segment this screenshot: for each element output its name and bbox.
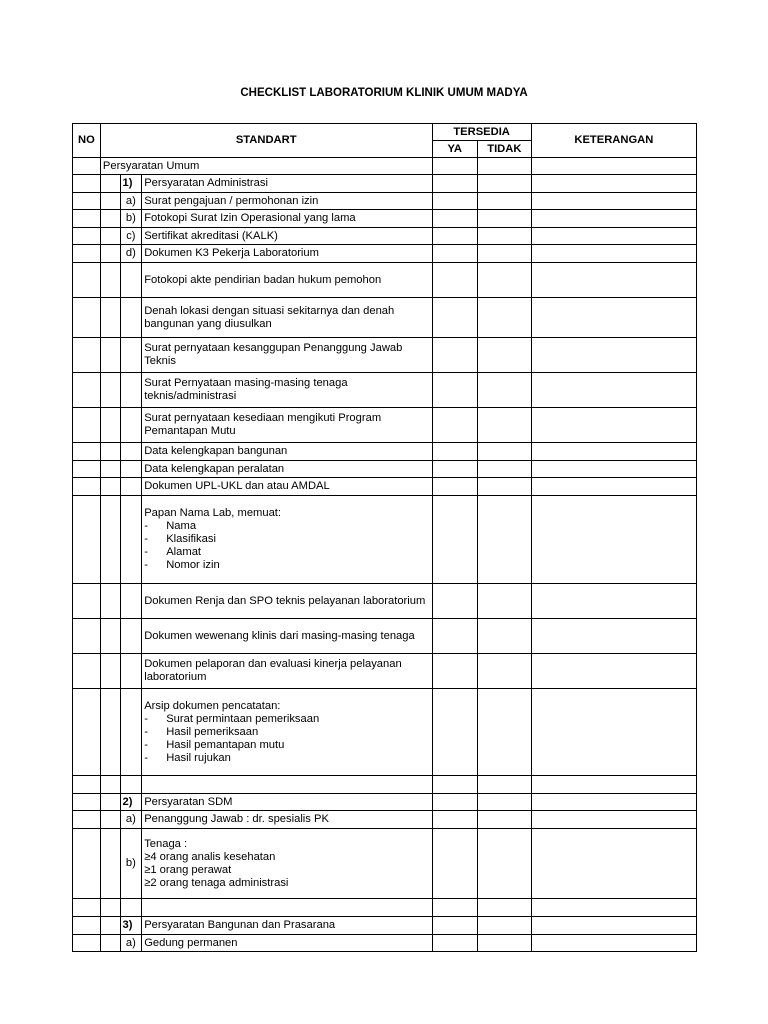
section-row xyxy=(73,158,697,175)
keterangan-cell[interactable] xyxy=(531,245,696,263)
group-number: 1) xyxy=(120,175,142,193)
header-standart: STANDART xyxy=(100,124,432,158)
list-item: - Nama xyxy=(144,520,197,532)
ya-cell[interactable] xyxy=(432,776,477,794)
tidak-cell[interactable] xyxy=(477,158,531,175)
ya-cell[interactable] xyxy=(432,899,477,917)
group-title: Persyaratan Administrasi xyxy=(142,175,432,193)
ya-cell[interactable] xyxy=(432,158,477,175)
list-item: - Surat permintaan pemeriksaan xyxy=(144,712,320,725)
table-row xyxy=(73,619,697,654)
item-text: Fotokopi akte pendirian badan hukum pemohon xyxy=(142,263,432,298)
checklist-table xyxy=(72,123,697,952)
ya-cell[interactable] xyxy=(432,210,477,228)
ya-cell[interactable] xyxy=(432,584,477,619)
table-row xyxy=(73,829,697,899)
ya-cell[interactable] xyxy=(432,935,477,952)
table-row xyxy=(73,654,697,689)
keterangan-cell[interactable] xyxy=(531,584,696,619)
group-row xyxy=(73,794,697,811)
item-letter: b) xyxy=(120,829,142,899)
tidak-cell[interactable] xyxy=(477,619,531,654)
keterangan-cell[interactable] xyxy=(531,408,696,443)
keterangan-cell[interactable] xyxy=(531,228,696,245)
tidak-cell[interactable] xyxy=(477,461,531,478)
tidak-cell[interactable] xyxy=(477,245,531,263)
tidak-cell[interactable] xyxy=(477,899,531,917)
tidak-cell[interactable] xyxy=(477,373,531,408)
keterangan-cell[interactable] xyxy=(531,298,696,338)
table-row xyxy=(73,210,697,228)
tidak-cell[interactable] xyxy=(477,496,531,584)
item-text: Denah lokasi dengan situasi sekitarnya dan denah bangunan yang diusulkan xyxy=(142,298,432,338)
keterangan-cell[interactable] xyxy=(531,654,696,689)
keterangan-cell[interactable] xyxy=(531,776,696,794)
keterangan-cell[interactable] xyxy=(531,935,696,952)
list-item: ≥2 orang tenaga administrasi xyxy=(144,876,289,889)
tidak-cell[interactable] xyxy=(477,654,531,689)
group-title: Persyaratan Bangunan dan Prasarana xyxy=(142,917,432,935)
item-text-list xyxy=(142,496,432,584)
ya-cell[interactable] xyxy=(432,689,477,776)
tidak-cell[interactable] xyxy=(477,298,531,338)
header-tidak: TIDAK xyxy=(477,141,531,158)
group-row xyxy=(73,175,697,193)
item-text: Dokumen K3 Pekerja Laboratorium xyxy=(142,245,432,263)
document-title: CHECKLIST LABORATORIUM KLINIK UMUM MADYA xyxy=(240,87,528,99)
table-row xyxy=(73,228,697,245)
keterangan-cell[interactable] xyxy=(531,338,696,373)
ya-cell[interactable] xyxy=(432,811,477,829)
table-row xyxy=(73,408,697,443)
ya-cell[interactable] xyxy=(432,619,477,654)
tidak-cell[interactable] xyxy=(477,794,531,811)
group-title: Persyaratan SDM xyxy=(142,794,432,811)
keterangan-cell[interactable] xyxy=(531,478,696,496)
header-ya: YA xyxy=(432,141,477,158)
list-item: - Nomor izin xyxy=(144,559,220,571)
ya-cell[interactable] xyxy=(432,408,477,443)
item-text-list xyxy=(142,829,432,899)
item-letter: a) xyxy=(120,811,142,829)
group-number: 2) xyxy=(120,794,142,811)
header-no: NO xyxy=(73,124,101,158)
item-text: Data kelengkapan peralatan xyxy=(142,461,432,478)
tidak-cell[interactable] xyxy=(477,776,531,794)
item-text: Data kelengkapan bangunan xyxy=(142,443,432,461)
empty-row xyxy=(73,776,697,794)
item-text: Tenaga : xyxy=(144,837,188,850)
ya-cell[interactable] xyxy=(432,917,477,935)
group-number: 3) xyxy=(120,917,142,935)
table-row xyxy=(73,496,697,584)
table-row xyxy=(73,461,697,478)
table-row xyxy=(73,245,697,263)
ya-cell[interactable] xyxy=(432,298,477,338)
item-text: Surat pernyataan kesediaan mengikuti Program Pemantapan Mutu xyxy=(142,408,432,443)
item-text: Arsip dokumen pencatatan: xyxy=(144,699,281,712)
keterangan-cell[interactable] xyxy=(531,829,696,899)
item-text: Dokumen UPL-UKL dan atau AMDAL xyxy=(142,478,432,496)
table-row xyxy=(73,193,697,210)
item-text: Penanggung Jawab : dr. spesialis PK xyxy=(142,811,432,829)
item-text-list xyxy=(142,689,432,776)
keterangan-cell[interactable] xyxy=(531,811,696,829)
header-tersedia: TERSEDIA xyxy=(432,124,531,141)
ya-cell[interactable] xyxy=(432,461,477,478)
list-item: - Klasifikasi xyxy=(144,533,216,545)
table-row xyxy=(73,373,697,408)
ya-cell[interactable] xyxy=(432,175,477,193)
empty-row xyxy=(73,899,697,917)
item-letter: b) xyxy=(120,210,142,228)
tidak-cell[interactable] xyxy=(477,210,531,228)
item-text: Sertifikat akreditasi (KALK) xyxy=(142,228,432,245)
tidak-cell[interactable] xyxy=(477,175,531,193)
section-title: Persyaratan Umum xyxy=(100,158,432,175)
list-item: - Alamat xyxy=(144,546,202,558)
ya-cell[interactable] xyxy=(432,338,477,373)
keterangan-cell[interactable] xyxy=(531,373,696,408)
item-text: Papan Nama Lab, memuat: xyxy=(144,507,282,519)
group-row xyxy=(73,917,697,935)
table-row xyxy=(73,478,697,496)
ya-cell[interactable] xyxy=(432,373,477,408)
keterangan-cell[interactable] xyxy=(531,461,696,478)
table-row xyxy=(73,811,697,829)
keterangan-cell[interactable] xyxy=(531,794,696,811)
keterangan-cell[interactable] xyxy=(531,689,696,776)
tidak-cell[interactable] xyxy=(477,193,531,210)
tidak-cell[interactable] xyxy=(477,829,531,899)
ya-cell[interactable] xyxy=(432,228,477,245)
item-text: Fotokopi Surat Izin Operasional yang lama xyxy=(142,210,432,228)
keterangan-cell[interactable] xyxy=(531,899,696,917)
table-row xyxy=(73,689,697,776)
item-text: Dokumen pelaporan dan evaluasi kinerja pelayanan laboratorium xyxy=(142,654,432,689)
ya-cell[interactable] xyxy=(432,829,477,899)
item-letter: a) xyxy=(120,193,142,210)
ya-cell[interactable] xyxy=(432,478,477,496)
item-text: Gedung permanen xyxy=(142,935,432,952)
tidak-cell[interactable] xyxy=(477,408,531,443)
keterangan-cell[interactable] xyxy=(531,917,696,935)
tidak-cell[interactable] xyxy=(477,443,531,461)
tidak-cell[interactable] xyxy=(477,338,531,373)
keterangan-cell[interactable] xyxy=(531,263,696,298)
table-row xyxy=(73,338,697,373)
keterangan-cell[interactable] xyxy=(531,175,696,193)
ya-cell[interactable] xyxy=(432,263,477,298)
list-item: - Hasil rujukan xyxy=(144,751,231,764)
tidak-cell[interactable] xyxy=(477,935,531,952)
table-row xyxy=(73,263,697,298)
list-item: ≥1 orang perawat xyxy=(144,863,232,876)
keterangan-cell[interactable] xyxy=(531,496,696,584)
list-item: - Hasil pemantapan mutu xyxy=(144,738,285,751)
table-row xyxy=(73,298,697,338)
tidak-cell[interactable] xyxy=(477,228,531,245)
item-text: Surat Pernyataan masing-masing tenaga teknis/administrasi xyxy=(142,373,432,408)
ya-cell[interactable] xyxy=(432,496,477,584)
table-row xyxy=(73,584,697,619)
table-row xyxy=(73,935,697,952)
ya-cell[interactable] xyxy=(432,654,477,689)
tidak-cell[interactable] xyxy=(477,917,531,935)
tidak-cell[interactable] xyxy=(477,811,531,829)
ya-cell[interactable] xyxy=(432,794,477,811)
keterangan-cell[interactable] xyxy=(531,158,696,175)
list-item: ≥4 orang analis kesehatan xyxy=(144,850,276,863)
ya-cell[interactable] xyxy=(432,443,477,461)
tidak-cell[interactable] xyxy=(477,584,531,619)
item-text: Dokumen Renja dan SPO teknis pelayanan laboratorium xyxy=(142,584,432,619)
keterangan-cell[interactable] xyxy=(531,619,696,654)
item-letter: d) xyxy=(120,245,142,263)
item-text: Surat pengajuan / permohonan izin xyxy=(142,193,432,210)
item-text: Surat pernyataan kesanggupan Penanggung Jawab Teknis xyxy=(142,338,432,373)
list-item: - Hasil pemeriksaan xyxy=(144,725,259,738)
item-text: Dokumen wewenang klinis dari masing-masing tenaga xyxy=(142,619,432,654)
tidak-cell[interactable] xyxy=(477,689,531,776)
header-row-1 xyxy=(73,124,697,141)
tidak-cell[interactable] xyxy=(477,478,531,496)
ya-cell[interactable] xyxy=(432,193,477,210)
item-letter: c) xyxy=(120,228,142,245)
keterangan-cell[interactable] xyxy=(531,193,696,210)
header-keterangan: KETERANGAN xyxy=(531,124,696,158)
ya-cell[interactable] xyxy=(432,245,477,263)
tidak-cell[interactable] xyxy=(477,263,531,298)
item-letter: a) xyxy=(120,935,142,952)
keterangan-cell[interactable] xyxy=(531,443,696,461)
keterangan-cell[interactable] xyxy=(531,210,696,228)
table-row xyxy=(73,443,697,461)
